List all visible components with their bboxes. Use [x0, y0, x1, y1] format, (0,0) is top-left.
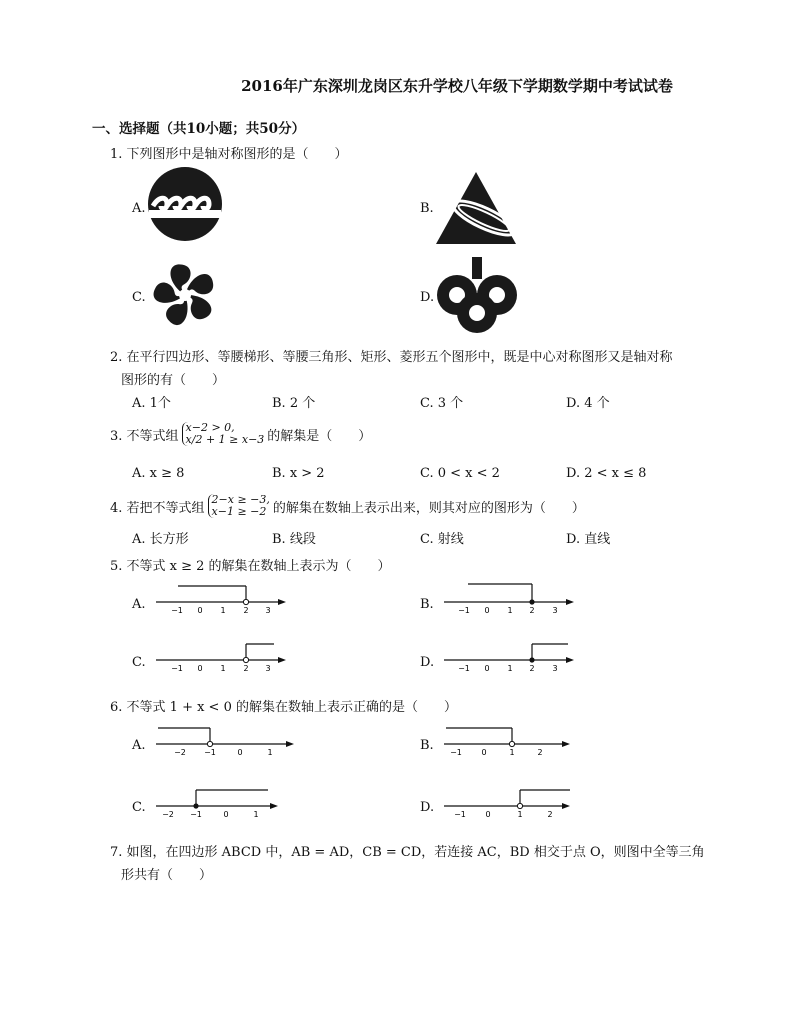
q6b-tick-label: 1 [509, 748, 515, 757]
question-2-stem-line1: 2. 在平行四边形、等腰梯形、等腰三角形、矩形、菱形五个图形中，既是中心对称图形又是轴对称 [110, 350, 673, 365]
q6-option-a-label[interactable]: A. [132, 738, 146, 753]
q4-line2: x−1 ≥ −2 [211, 505, 267, 518]
section-heading: 一、选择题（共10小题；共50分） [92, 121, 306, 137]
question-6-stem: 6. 不等式 1 + x < 0 的解集在数轴上表示正确的是（ ） [110, 700, 457, 715]
q3-suffix: 的解集是（ ） [267, 428, 372, 444]
q5-option-c-label[interactable]: C. [132, 655, 146, 670]
q6-numberline-c [150, 784, 290, 824]
q5b-tick-label: 3 [552, 606, 558, 615]
q5d-tick-label: 2 [529, 664, 535, 673]
q5c-tick-label: 3 [265, 664, 271, 673]
q3-line2: x/2 + 1 ≥ x−3 [185, 433, 265, 446]
q5-numberline-a [150, 580, 290, 620]
q5d-tick-label: −1 [458, 664, 470, 673]
q5-numberline-d [438, 638, 578, 678]
q5b-tick-label: 2 [529, 606, 535, 615]
q4-option-a[interactable]: A. 长方形 [132, 532, 189, 547]
q5c-tick-label: 0 [197, 664, 203, 673]
q5c-tick-label: 1 [220, 664, 226, 673]
q6a-tick-label: −2 [174, 748, 186, 757]
page-title: 2016年广东深圳龙岗区东升学校八年级下学期数学期中考试试卷 [241, 77, 673, 95]
question-1-stem: 1. 下列图形中是轴对称图形的是（ ） [110, 147, 348, 162]
q5-option-b-label[interactable]: B. [420, 597, 434, 612]
question-2-stem-line2: 图形的有（ ） [121, 373, 226, 388]
q4-option-d[interactable]: D. 直线 [566, 532, 611, 547]
q2-option-b[interactable]: B. 2 个 [272, 396, 316, 411]
q6-option-d-label[interactable]: D. [420, 800, 435, 815]
q5d-tick-label: 3 [552, 664, 558, 673]
q4-option-b[interactable]: B. 线段 [272, 532, 316, 547]
q6c-tick-label: 1 [253, 810, 259, 819]
q6-option-b-label[interactable]: B. [420, 738, 434, 753]
q1-option-d-label[interactable]: D. [420, 290, 435, 305]
q6-numberline-a [150, 722, 300, 762]
q2-option-d[interactable]: D. 4 个 [566, 396, 610, 411]
q3-prefix: 3. 不等式组 [110, 428, 179, 444]
q6a-tick-label: 1 [267, 748, 273, 757]
q2-option-c[interactable]: C. 3 个 [420, 396, 464, 411]
q1-option-a-label[interactable]: A. [132, 201, 146, 216]
q3-inequality-system [182, 422, 265, 446]
three-rings-figure [434, 255, 520, 335]
q6-numberline-d [438, 784, 578, 824]
q6d-tick-label: 2 [547, 810, 553, 819]
q2-option-a[interactable]: A. 1个 [132, 396, 171, 411]
q4-prefix: 4. 若把不等式组 [110, 500, 205, 516]
q4-inequality-system [208, 494, 270, 518]
question-5-stem: 5. 不等式 x ≥ 2 的解集在数轴上表示为（ ） [110, 559, 391, 574]
q4-line1: 2−x ≥ −3, [211, 493, 270, 506]
wave-circle-figure [147, 166, 223, 242]
q1-option-c-label[interactable]: C. [132, 290, 146, 305]
q5-numberline-b [438, 580, 578, 620]
q5b-tick-label: 1 [507, 606, 513, 615]
q3-option-c[interactable]: C. 0 < x < 2 [420, 466, 500, 481]
q5a-tick-label: 0 [197, 606, 203, 615]
q5d-tick-label: 1 [507, 664, 513, 673]
question-4-stem [110, 491, 585, 521]
q6b-tick-label: 2 [537, 748, 543, 757]
q6d-tick-label: 0 [485, 810, 491, 819]
q5-numberline-c [150, 638, 290, 678]
q1-option-b-label[interactable]: B. [420, 201, 434, 216]
question-7-stem-line1: 7. 如图，在四边形 ABCD 中，AB = AD，CB = CD，若连接 AC，BD 相交于点 O，则图中全等三角 [110, 845, 705, 860]
q5b-tick-label: 0 [484, 606, 490, 615]
question-3-stem [110, 415, 371, 453]
q6c-tick-label: −1 [190, 810, 202, 819]
q6-numberline-b [438, 722, 578, 762]
q5a-tick-label: 1 [220, 606, 226, 615]
q3-option-a[interactable]: A. x ≥ 8 [132, 466, 185, 481]
q4-suffix: 的解集在数轴上表示出来，则其对应的图形为（ ） [272, 500, 585, 516]
q5c-tick-label: 2 [243, 664, 249, 673]
q3-line1: x−2 > 0, [185, 421, 235, 434]
q6a-tick-label: 0 [237, 748, 243, 757]
q3-option-d[interactable]: D. 2 < x ≤ 8 [566, 466, 647, 481]
q4-option-c[interactable]: C. 射线 [420, 532, 464, 547]
q5d-tick-label: 0 [484, 664, 490, 673]
q6c-tick-label: 0 [223, 810, 229, 819]
q6-option-c-label[interactable]: C. [132, 800, 146, 815]
q5a-tick-label: 2 [243, 606, 249, 615]
triangle-ellipse-figure [436, 170, 518, 246]
q6b-tick-label: −1 [450, 748, 462, 757]
q6b-tick-label: 0 [481, 748, 487, 757]
q6d-tick-label: −1 [454, 810, 466, 819]
q6d-tick-label: 1 [517, 810, 523, 819]
q6c-tick-label: −2 [162, 810, 174, 819]
q6a-tick-label: −1 [204, 748, 216, 757]
q5-option-d-label[interactable]: D. [420, 655, 435, 670]
q5a-tick-label: 3 [265, 606, 271, 615]
q5a-tick-label: −1 [171, 606, 183, 615]
q5c-tick-label: −1 [171, 664, 183, 673]
pinwheel-figure [148, 256, 222, 334]
q3-option-b[interactable]: B. x > 2 [272, 466, 325, 481]
q5-option-a-label[interactable]: A. [132, 597, 146, 612]
question-7-stem-line2: 形共有（ ） [121, 868, 213, 883]
q5b-tick-label: −1 [458, 606, 470, 615]
